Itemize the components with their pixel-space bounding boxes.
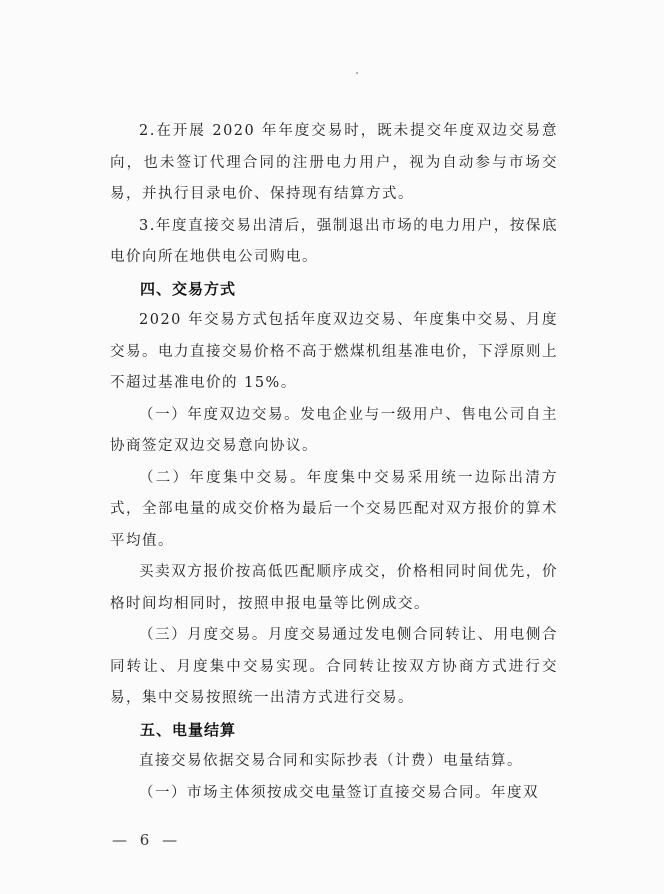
- scan-speck: [356, 72, 358, 74]
- page-number: — 6 —: [112, 831, 182, 849]
- section-heading-trading-methods: 四、交易方式: [140, 279, 237, 298]
- paragraph-trading-methods-overview: 2020 年交易方式包括年度双边交易、年度集中交易、月度交易。电力直接交易价格不高于燃煤机组基准电价，下浮原则上不超过基准电价的 15%。: [110, 312, 558, 391]
- paragraph-contract-signing: （一）市场主体须按成交电量签订直接交易合同。年度双: [139, 784, 539, 801]
- paragraph-auto-participation: 2.在开展 2020 年年度交易时，既未提交年度双边交易意向，也未签订代理合同的注册电力用户，视为自动参与市场交易，并执行目录电价、保持现有结算方式。: [110, 123, 558, 202]
- section-heading-settlement: 五、电量结算: [140, 720, 237, 739]
- document-body: [110, 116, 558, 809]
- paragraph-monthly-trading: （三）月度交易。月度交易通过发电侧合同转让、用电侧合同转让、月度集中交易实现。合同转让按双方协商方式进行交易，集中交易按照统一出清方式进行交易。: [110, 627, 558, 706]
- paragraph-annual-centralized: （二）年度集中交易。年度集中交易采用统一边际出清方式，全部电量的成交价格为最后一个交易匹配对双方报价的算术平均值。: [110, 469, 558, 549]
- paragraph-matching-rules: 买卖双方报价按高低匹配顺序成交，价格相同时间优先，价格时间均相同时，按照申报电量等比例成交。: [110, 564, 558, 612]
- paragraph-forced-exit: 3.年度直接交易出清后，强制退出市场的电力用户，按保底电价向所在地供电公司购电。: [110, 217, 558, 265]
- paragraph-annual-bilateral: （一）年度双边交易。发电企业与一级用户、售电公司自主协商签定双边交易意向协议。: [110, 406, 558, 454]
- paragraph-settlement-basis: 直接交易依据交易合同和实际抄表（计费）电量结算。: [139, 753, 523, 769]
